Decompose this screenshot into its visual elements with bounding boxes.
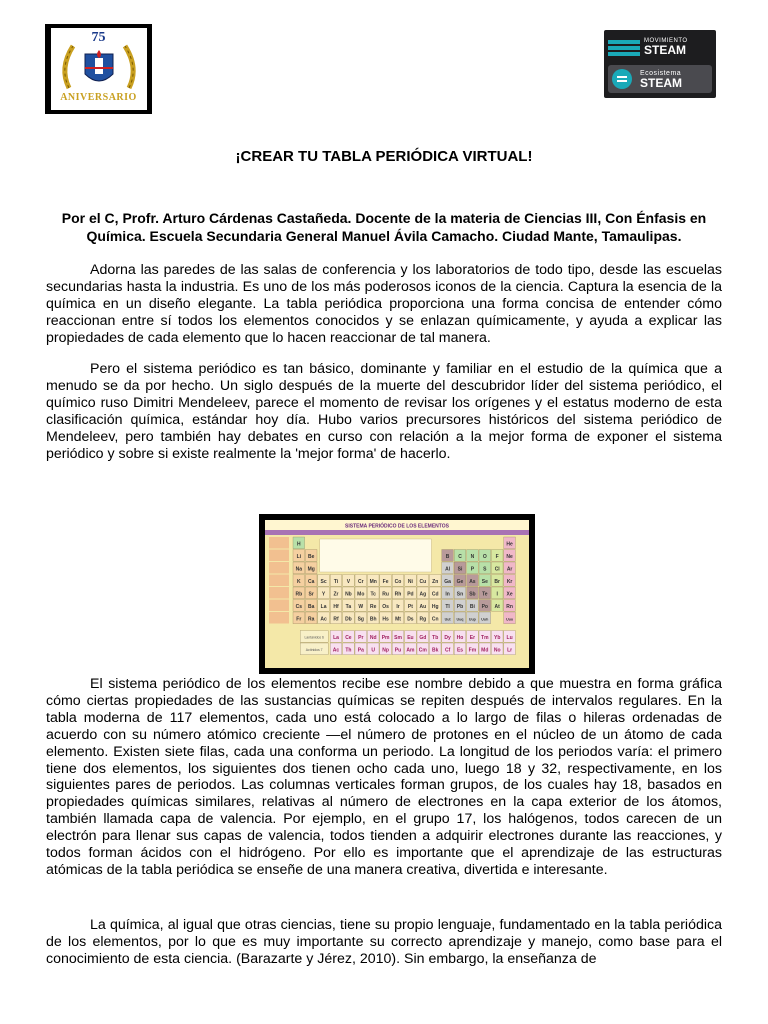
paragraph-2: Pero el sistema periódico es tan básico, dominante y familiar en el estudio de la química que a menudo se da por hecho. Un siglo después de la muerte del descubridor líder del sistema periódico, el químico ruso Dimitri Mendeleev, parece el momento de revisar los orígenes y el estatus moderno de esta clasificación química, estándar hoy día. Hubo varios precursores históricos del sistema periódico de Mendeleev, pero también hay debates en curso con relación a la mejor forma de exponer el sistema periódico y sobre si existe realmente la 'mejor forma' de hacerlo. — [46, 361, 722, 462]
element-symbol: Si — [457, 566, 463, 573]
element-symbol: Rf — [333, 616, 339, 623]
element-symbol: As — [469, 578, 476, 585]
f-element-symbol: Np — [382, 647, 389, 654]
element-symbol: Hs — [382, 616, 389, 623]
element-symbol: Cl — [494, 566, 500, 573]
f-element-symbol: Sm — [394, 634, 402, 641]
element-symbol: Mg — [307, 566, 315, 573]
f-element-symbol: Es — [456, 647, 464, 654]
element-symbol: P — [470, 566, 475, 573]
element-symbol: Cd — [431, 591, 439, 598]
element-symbol: O — [482, 553, 487, 560]
element-symbol: Rg — [419, 616, 427, 623]
element-symbol: Ni — [407, 578, 413, 585]
element-symbol: Bi — [469, 603, 475, 610]
steam-label-top: STEAM — [644, 43, 686, 57]
element-symbol: Re — [369, 603, 377, 610]
anniversary-logo — [45, 24, 152, 114]
legend-box — [320, 539, 432, 572]
f-element-symbol: Pa — [357, 647, 364, 654]
element-symbol: In — [445, 591, 450, 598]
ecosistema-label: Ecosistema — [640, 69, 682, 77]
element-symbol: Ba — [307, 603, 315, 610]
period-label-cell — [269, 612, 289, 624]
f-element-symbol: Dy — [444, 634, 451, 641]
element-symbol: Hf — [333, 603, 339, 610]
f-element-symbol: Pu — [394, 647, 402, 654]
f-element-symbol: Tm — [481, 634, 489, 641]
element-symbol: Be — [307, 553, 315, 560]
element-symbol: Zn — [432, 578, 439, 585]
element-symbol: B — [445, 553, 450, 560]
element-symbol: Hg — [431, 603, 439, 610]
anniversary-logo-emblem — [51, 28, 147, 110]
period-label-cell — [269, 537, 289, 549]
element-symbol: H — [296, 541, 301, 548]
element-symbol: Nb — [345, 591, 352, 598]
element-symbol: Al — [445, 566, 451, 573]
group-header-bar — [265, 530, 529, 535]
anniversary-word: ANIVERSARIO — [60, 92, 137, 103]
element-symbol: Tl — [445, 603, 450, 610]
element-symbol: Li — [296, 553, 302, 560]
element-symbol: Br — [494, 578, 500, 585]
element-symbol: Sr — [308, 591, 314, 598]
element-symbol: Mn — [369, 578, 377, 585]
document-title: ¡CREAR TU TABLA PERIÓDICA VIRTUAL! — [235, 148, 533, 165]
period-label-cell — [269, 562, 289, 574]
element-symbol: At — [494, 603, 500, 610]
element-symbol: Cn — [431, 616, 439, 623]
element-symbol: V — [346, 578, 351, 585]
steam-bars-icon — [608, 37, 640, 57]
f-block-label: Actínidos 7 — [305, 647, 323, 652]
element-symbol: Uup — [468, 617, 476, 622]
period-label-cell — [269, 575, 289, 587]
periodic-table-graphic — [265, 520, 529, 668]
f-element-symbol: Pm — [381, 634, 390, 641]
element-symbol: Ta — [345, 603, 352, 610]
element-symbol: W — [358, 603, 364, 610]
element-symbol: Mt — [395, 616, 401, 623]
element-symbol: Ge — [456, 578, 464, 585]
f-element-symbol: U — [371, 647, 376, 654]
element-symbol: Ds — [407, 616, 414, 623]
f-block-label: Lantánidos 6 — [304, 635, 324, 640]
f-element-symbol: Tb — [432, 634, 439, 641]
f-element-symbol: Cm — [418, 647, 427, 654]
f-element-symbol: Am — [406, 647, 415, 654]
element-symbol: Cs — [295, 603, 303, 610]
element-symbol: F — [495, 553, 499, 560]
element-symbol: N — [470, 553, 475, 560]
element-symbol: Db — [345, 616, 352, 623]
f-element-symbol: Nd — [369, 634, 377, 641]
f-element-symbol: La — [333, 634, 339, 641]
element-symbol: Se — [481, 578, 488, 585]
element-symbol: Uuq — [456, 617, 464, 622]
element-symbol: K — [296, 578, 301, 585]
element-symbol: La — [320, 603, 327, 610]
f-element-symbol: Ho — [456, 634, 464, 641]
element-symbol: He — [506, 541, 513, 548]
period-label-cell — [269, 587, 289, 599]
element-symbol: Sn — [456, 591, 464, 598]
element-symbol: Cr — [358, 578, 364, 585]
element-symbol: Po — [481, 603, 488, 610]
element-symbol: Ac — [320, 616, 327, 623]
element-symbol: Ir — [396, 603, 400, 610]
element-symbol: Au — [419, 603, 427, 610]
element-symbol: Os — [382, 603, 389, 610]
f-element-symbol: Cf — [444, 647, 451, 654]
f-element-symbol: Ac — [332, 647, 340, 654]
element-symbol: Fe — [382, 578, 389, 585]
author-line: Por el C, Profr. Arturo Cárdenas Castañeda. Docente de la materia de Ciencias III, Con Énfasis en Química. Escuela Secundaria General Manuel Ávila Camacho. Ciudad Mante, Tamaulipas. — [61, 210, 707, 244]
f-element-symbol: Yb — [494, 634, 501, 641]
f-element-symbol: Th — [345, 647, 352, 654]
element-symbol: Ru — [382, 591, 389, 598]
element-symbol: Rn — [506, 603, 513, 610]
paragraph-3: El sistema periódico de los elementos recibe ese nombre debido a que muestra en forma gráfica cómo ciertas propiedades de las sustancias químicas se repiten después de intervalos regulares. En la tabla moderna de 117 elementos, cada uno está colocado a lo largo de filas o hileras ordenadas de acuerdo con su número atómico creciente —el número de protones en el núcleo de un átomo de cada elemento. Existen siete filas, cada una conforma un periodo. La longitud de los periodos varía: el primero tiene dos elementos, los siguientes dos tienen ocho cada uno, luego 18 y 32, respectivamente, en los siguientes pares de periodos. Las columnas verticales forman grupos, de los cuales hay 18, basados en propiedades químicas similares, relativas al número de electrones en la capa exterior de los átomos, también llamada capa de valencia. Por ejemplo, en el grupo 17, los halógenos, todos carecen de un electrón para llenar sus capas de valencia, todos tienden a adquirir electrones durante las reacciones, y todos forman ácidos con el hidrógeno. Por ello es importante que el aprendizaje de las estructuras atómicas de la tabla periódica se enseñe de una manera creativa, divertida e interesante. — [46, 676, 722, 878]
paragraph-1: Adorna las paredes de las salas de conferencia y los laboratorios de todo tipo, desde las escuelas secundarias hasta la industria. Es uno de los más poderosos iconos de la ciencia. Captura la esencia de la química en un diseño elegante. La tabla periódica proporciona una forma concisa de entender cómo reaccionan entre sí todos los elementos conocidos y se enlazan químicamente, y ayuda a explicar las propiedades de cada elemento que lo hacen reaccionar de tal manera. — [46, 262, 722, 346]
element-symbol: Zr — [333, 591, 339, 598]
f-element-symbol: Pr — [358, 634, 364, 641]
element-symbol: C — [458, 553, 462, 560]
period-label-cell — [269, 600, 289, 612]
element-symbol: S — [483, 566, 487, 573]
element-symbol: Ca — [307, 578, 315, 585]
element-symbol: Cu — [419, 578, 427, 585]
element-symbol: Ga — [444, 578, 451, 585]
element-symbol: Co — [394, 578, 402, 585]
f-element-symbol: Lu — [506, 634, 513, 641]
element-symbol: Ar — [506, 566, 513, 573]
element-symbol: Tc — [370, 591, 376, 598]
ecosistema-steam-row — [608, 65, 712, 93]
element-symbol: Sb — [469, 591, 476, 598]
f-element-symbol: Lr — [507, 647, 513, 654]
periodic-table-image — [259, 514, 535, 674]
element-symbol: Pt — [407, 603, 413, 610]
element-symbol: Fr — [296, 616, 302, 623]
element-symbol: Ra — [307, 616, 315, 623]
paragraph-4: La química, al igual que otras ciencias, tiene su propio lenguaje, fundamentado en la tabla periódica de los elementos, por lo que es muy importante su correcto aprendizaje y manejo, como base para el conocimiento de esta ciencia. (Barazarte y Jérez, 2010). Sin embargo, la enseñanza de — [46, 917, 722, 967]
element-symbol: Kr — [506, 578, 513, 585]
element-symbol: Mo — [357, 591, 365, 598]
f-element-symbol: Bk — [431, 647, 439, 654]
f-element-symbol: No — [493, 647, 501, 654]
element-symbol: Uut — [444, 617, 451, 622]
f-element-symbol: Gd — [419, 634, 427, 641]
element-symbol: I — [496, 591, 498, 598]
f-element-symbol: Eu — [407, 634, 414, 641]
anniversary-number: 75 — [91, 30, 106, 45]
steam-logo — [604, 30, 716, 98]
f-element-symbol: Md — [481, 647, 489, 654]
element-symbol: Ag — [419, 591, 427, 598]
movimiento-steam-row — [608, 33, 712, 61]
steam-label-bottom: STEAM — [640, 75, 682, 90]
element-symbol: Y — [321, 591, 326, 598]
equals-circle-icon — [612, 69, 632, 89]
element-symbol: Rb — [295, 591, 303, 598]
element-symbol: Uuo — [506, 617, 514, 622]
element-symbol: Sc — [320, 578, 327, 585]
f-element-symbol: Ce — [345, 634, 352, 641]
f-element-symbol: Er — [469, 634, 476, 641]
element-symbol: Rh — [394, 591, 402, 598]
element-symbol: Te — [482, 591, 488, 598]
element-symbol: Ti — [333, 578, 339, 585]
element-symbol: Pd — [407, 591, 414, 598]
movimiento-label: MOVIMIENTO — [644, 38, 688, 44]
element-symbol: Uuh — [481, 617, 489, 622]
element-symbol: Bh — [369, 616, 377, 623]
element-symbol: Ne — [506, 553, 513, 560]
table-title: SISTEMA PERIÓDICO DE LOS ELEMENTOS — [345, 523, 449, 530]
element-symbol: Sg — [357, 616, 364, 623]
period-label-cell — [269, 550, 289, 562]
element-symbol: Na — [295, 566, 303, 573]
f-element-symbol: Fm — [468, 647, 477, 654]
element-symbol: Pb — [456, 603, 464, 610]
element-symbol: Xe — [506, 591, 513, 598]
